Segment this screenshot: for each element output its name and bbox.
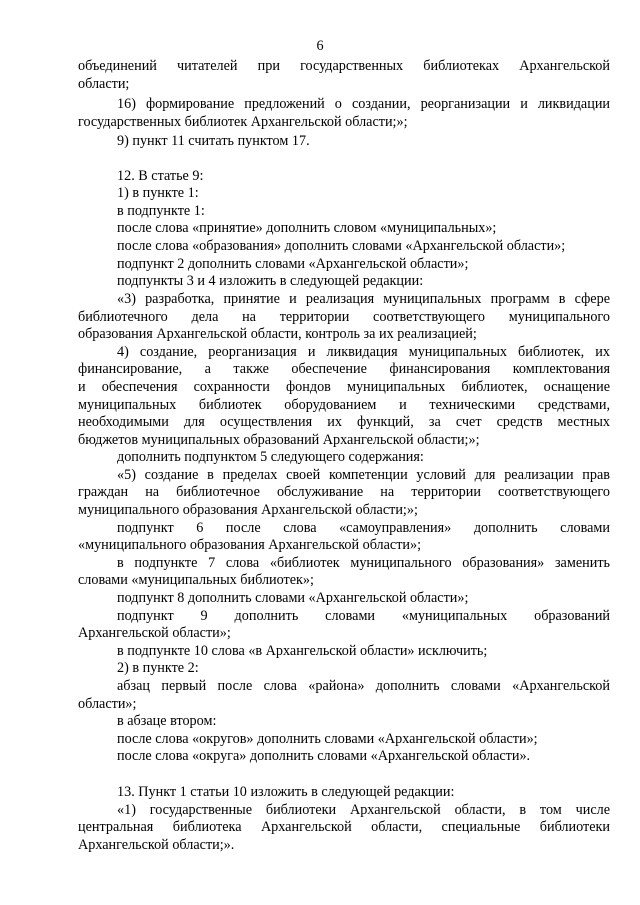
- text-line: подпункт 8 дополнить словами «Архангельской области»;: [117, 590, 469, 606]
- text-line: образования Архангельской области, контроль за их реализацией;: [78, 326, 477, 342]
- text-line: после слова «округов» дополнить словами «Архангельской области»;: [117, 731, 538, 747]
- text-line: «3) разработка, принятие и реализация муниципальных программ в сфере: [117, 291, 610, 307]
- text-line: в подпункте 10 слова «в Архангельской области» исключить;: [117, 643, 488, 659]
- text-line: объединений читателей при государственных библиотеках Архангельской: [78, 58, 610, 74]
- page-number: 6: [316, 38, 324, 54]
- text-line: области;: [78, 76, 130, 92]
- text-line: бюджетов муниципальных образований Архангельской области;»;: [78, 432, 480, 448]
- text-line: 12. В статье 9:: [117, 168, 204, 184]
- text-line: финансирование, а также обеспечение финансирования комплектования: [78, 361, 610, 377]
- text-line: подпункт 2 дополнить словами «Архангельской области»;: [117, 256, 469, 272]
- text-line: Архангельской области;».: [78, 837, 235, 853]
- text-line: в абзаце втором:: [117, 713, 217, 729]
- text-line: после слова «принятие» дополнить словом «муниципальных»;: [117, 220, 497, 236]
- text-line: 9) пункт 11 считать пунктом 17.: [117, 133, 310, 149]
- text-line: абзац первый после слова «района» дополнить словами «Архангельской: [117, 678, 610, 694]
- text-line: Архангельской области»;: [78, 625, 231, 641]
- text-line: дополнить подпунктом 5 следующего содержания:: [117, 449, 424, 465]
- text-line: центральная библиотека Архангельской области, специальные библиотеки: [78, 819, 610, 835]
- text-line: в подпункте 7 слова «библиотек муниципального образования» заменить: [117, 555, 610, 571]
- text-line: муниципального образования Архангельской области;»;: [78, 502, 418, 518]
- text-line: подпункт 9 дополнить словами «муниципальных образований: [117, 608, 610, 624]
- text-line: 4) создание, реорганизация и ликвидация муниципальных библиотек, их: [117, 344, 610, 360]
- text-line: граждан на библиотечное обслуживание на территории соответствующего: [78, 484, 610, 500]
- text-line: после слова «округа» дополнить словами «Архангельской области».: [117, 748, 531, 764]
- text-line: «1) государственные библиотеки Архангельской области, в том числе: [117, 802, 610, 818]
- text-line: в подпункте 1:: [117, 203, 205, 219]
- text-line: 2) в пункте 2:: [117, 660, 199, 676]
- text-line: подпункты 3 и 4 изложить в следующей редакции:: [117, 273, 424, 289]
- text-line: 1) в пункте 1:: [117, 185, 199, 201]
- text-line: области»;: [78, 696, 137, 712]
- text-line: «муниципального образования Архангельской области»;: [78, 537, 422, 553]
- text-line: муниципальных библиотек оборудованием и техническими средствами,: [78, 397, 610, 413]
- text-line: подпункт 6 после слова «самоуправления» дополнить словами: [117, 520, 610, 536]
- text-line: после слова «образования» дополнить словами «Архангельской области»;: [117, 238, 566, 254]
- text-line: библиотечного дела на территории соответствующего муниципального: [78, 309, 610, 325]
- text-line: 13. Пункт 1 статьи 10 изложить в следующей редакции:: [117, 784, 455, 800]
- text-line: словами «муниципальных библиотек»;: [78, 572, 314, 588]
- text-line: 16) формирование предложений о создании, реорганизации и ликвидации: [117, 96, 610, 112]
- text-line: и обеспечения сохранности фондов муниципальных библиотек, оснащение: [78, 379, 610, 395]
- text-line: государственных библиотек Архангельской области;»;: [78, 114, 408, 130]
- text-line: «5) создание в пределах своей компетенции условий для реализации прав: [117, 467, 610, 483]
- text-line: необходимыми для осуществления их функций, за счет средств местных: [78, 414, 610, 430]
